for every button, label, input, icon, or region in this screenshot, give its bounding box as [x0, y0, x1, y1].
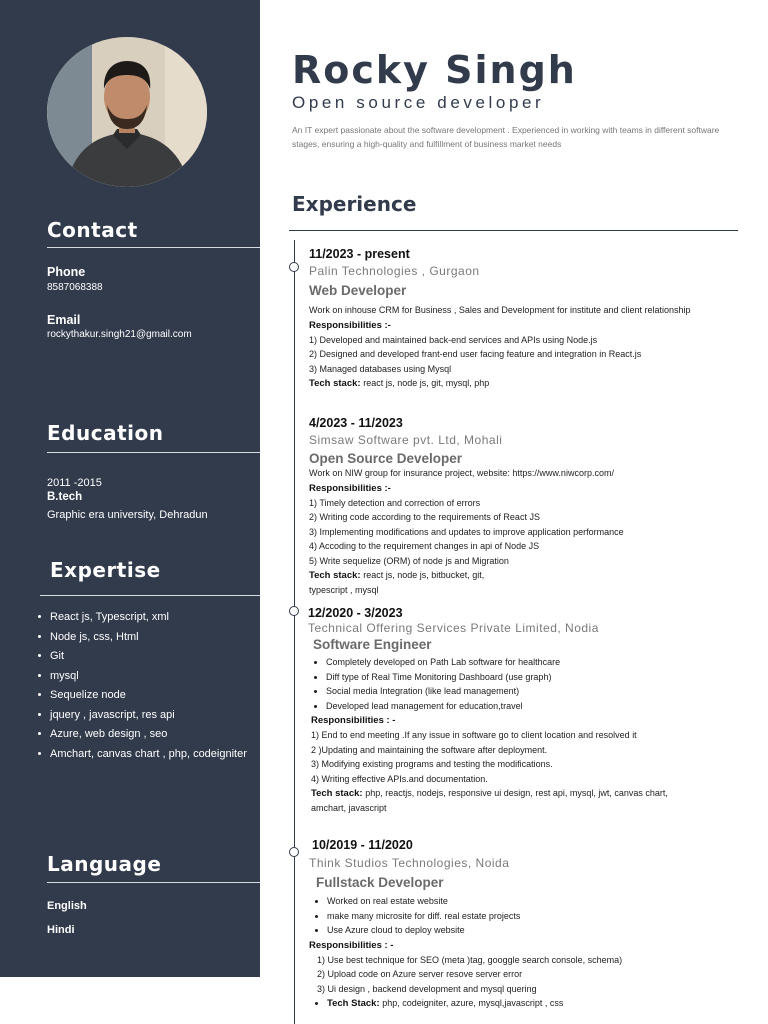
responsibility-item: 2) Designed and developed frant-end user facing feature and integration in React.js: [309, 349, 642, 359]
experience-divider: [289, 230, 738, 231]
expertise-item-text: Node js, css, Html: [50, 630, 139, 643]
job-bullet-text: Worked on real estate website: [327, 896, 448, 906]
tech-stack: [308, 786, 758, 801]
contact-heading: Contact: [47, 218, 138, 242]
bullet-icon: [38, 752, 41, 755]
expertise-item-text: Git: [50, 650, 65, 662]
expertise-item-text: React js, Typescript, xml: [50, 611, 169, 623]
responsibility-item: 2) Writing code according to the requirements of React JS: [309, 512, 540, 522]
responsibility-item: 2 )Updating and maintaining the software after deployment.: [311, 744, 548, 755]
candidate-role: Open source developer: [292, 93, 545, 112]
responsibilities-label: Responsibilities :-: [309, 319, 391, 331]
job-company: Palin Technologies , Gurgaon: [309, 264, 480, 278]
responsibility-item: 1) Use best technique for SEO (meta )tag, googgle search console, schema): [317, 954, 623, 965]
job-bullet-text: Diff type of Real Time Monitoring Dashboard (use graph): [326, 671, 552, 682]
experience-heading: Experience: [292, 192, 417, 216]
tech-stack: [309, 376, 759, 391]
expertise-heading: Expertise: [50, 558, 161, 582]
expertise-item: [38, 726, 260, 746]
responsibility-item: 3) Managed databases using Mysql: [309, 363, 452, 374]
bullet-icon: [38, 635, 41, 638]
responsibility-item: 5) Write sequelize (ORM) of node js and Migration: [309, 555, 509, 566]
job-company: Technical Offering Services Private Limited, Nodia: [308, 621, 599, 635]
education-divider: [47, 452, 260, 453]
expertise-item-text: jquery , javascript, res api: [50, 708, 175, 721]
bullet-icon: [314, 676, 317, 679]
job-bullet-text: Use Azure cloud to deploy website: [327, 925, 465, 936]
bullet-icon: [315, 929, 318, 932]
expertise-item-text: Sequelize node: [50, 689, 126, 701]
responsibility-item: 1) Developed and maintained back-end services and APIs using Node.js: [309, 334, 598, 345]
candidate-name: Rocky Singh: [292, 48, 577, 92]
email-label: Email: [47, 313, 81, 327]
expertise-item: [38, 609, 260, 629]
bullet-icon: [314, 661, 317, 664]
expertise-item: [38, 668, 260, 688]
job-bullet: [309, 894, 759, 909]
responsibilities-label: Responsibilities :-: [309, 482, 391, 494]
tech-stack: [309, 996, 759, 1011]
responsibility-item: 3) Implementing modifications and updates to improve application performance: [309, 526, 624, 537]
expertise-item: [38, 687, 260, 707]
bullet-icon: [38, 674, 41, 677]
phone-label: Phone: [47, 265, 86, 279]
responsibility-item: 4) Accoding to the requirement changes in api of Node JS: [309, 541, 540, 551]
job-bullet-text: make many microsite for diff. real estate projects: [327, 910, 521, 921]
job-company: Think Studios Technologies, Noida: [309, 856, 510, 870]
tech-stack: [309, 568, 759, 583]
job-entry: [309, 838, 759, 1011]
education-school: Graphic era university, Dehradun: [47, 509, 208, 521]
expertise-item: [38, 746, 260, 766]
responsibility-item: 3) Modifying existing programs and testing the modifications.: [311, 759, 553, 770]
phone-value: 8587068388: [47, 282, 103, 293]
responsibility-item: 4) Writing effective APIs.and documentation.: [311, 773, 488, 784]
bullet-icon: [38, 693, 41, 696]
job-intro: Work on inhouse CRM for Business , Sales and Development for institute and client relationship: [309, 305, 691, 315]
bullet-icon: [38, 654, 41, 657]
bullet-icon: [315, 900, 318, 903]
expertise-item-text: mysql: [50, 669, 79, 682]
tech-stack-value: php, codeigniter, azure, mysql,javascript , css: [382, 998, 564, 1009]
responsibility-item: 2) Upload code on Azure server resove server error: [317, 969, 523, 980]
education-degree: B.tech: [47, 491, 83, 503]
contact-divider: [47, 247, 260, 248]
job-date: 12/2020 - 3/2023: [308, 606, 403, 620]
education-years: 2011 -2015: [47, 477, 102, 489]
timeline-node: [289, 262, 299, 272]
responsibility-item: 3) Ui design , backend development and mysql quering: [317, 983, 537, 994]
sidebar: [0, 0, 260, 977]
job-bullet: [308, 684, 758, 699]
tech-stack-value: react js, node js, git, mysql, php: [363, 378, 490, 388]
tech-stack-value: php, reactjs, nodejs, responsive ui design, rest api, mysql, jwt, canvas chart,: [365, 788, 668, 799]
responsibility-item: 1) Timely detection and correction of errors: [309, 497, 481, 508]
job-bullet: [309, 909, 759, 924]
expertise-item: [38, 648, 260, 668]
job-bullet-text: Developed lead management for education,travel: [326, 700, 523, 711]
language-item: Hindi: [47, 924, 75, 936]
expertise-item: [38, 707, 260, 727]
profile-photo: [47, 37, 207, 187]
tech-stack-label: Tech Stack:: [327, 998, 380, 1010]
expertise-divider: [40, 595, 260, 596]
tech-stack-continued: amchart, javascript: [311, 803, 387, 814]
bullet-icon: [315, 1002, 318, 1005]
expertise-list: [38, 609, 260, 765]
expertise-item-text: Azure, web design , seo: [50, 728, 168, 740]
timeline-node: [289, 606, 299, 616]
education-heading: Education: [47, 421, 164, 445]
responsibility-item: 1) End to end meeting .If any issue in software go to client location and resolved it: [311, 730, 637, 741]
email-value: rockythakur.singh21@gmail.com: [47, 329, 192, 340]
tech-stack-continued: typescript , mysql: [309, 585, 379, 595]
language-item: English: [47, 900, 87, 912]
job-bullet: [308, 699, 758, 714]
job-intro: Work on NIW group for insurance project, website: https://www.niwcorp.com/: [309, 468, 614, 478]
job-entry: [308, 606, 758, 816]
job-entry: [309, 247, 759, 391]
job-title: Open Source Developer: [309, 451, 463, 466]
timeline-node: [289, 847, 299, 857]
language-divider: [47, 882, 260, 883]
responsibilities-label: Responsibilities : -: [311, 715, 396, 727]
tech-stack-label: Tech stack:: [309, 570, 361, 581]
language-heading: Language: [47, 852, 162, 876]
job-bullet-text: Completely developed on Path Lab software for healthcare: [326, 657, 561, 667]
bullet-icon: [314, 690, 317, 693]
job-title: Fullstack Developer: [316, 875, 444, 890]
bullet-icon: [315, 915, 318, 918]
expertise-item: [38, 629, 260, 649]
tech-stack-label: Tech stack:: [311, 788, 363, 800]
job-date: 11/2023 - present: [309, 247, 410, 261]
job-company: Simsaw Software pvt. Ltd, Mohali: [309, 433, 503, 447]
job-entry: [309, 416, 759, 598]
job-date: 10/2019 - 11/2020: [312, 838, 413, 852]
timeline-line: [294, 240, 295, 1024]
job-title: Software Engineer: [313, 637, 432, 652]
bullet-icon: [314, 705, 317, 708]
job-bullet-text: Social media Integration (like lead management): [326, 686, 520, 697]
bullet-icon: [38, 732, 41, 735]
expertise-item-text: Amchart, canvas chart , php, codeigniter: [50, 747, 247, 760]
job-bullet: [308, 655, 758, 670]
responsibilities-label: Responsibilities : -: [309, 939, 394, 951]
tech-stack-value: react js, node js, bitbucket, git,: [363, 570, 485, 580]
job-bullet: [308, 670, 758, 685]
profile-summary: An IT expert passionate about the software development . Experienced in working with teams in different software stages, ensuring a high-quality and fulfillment of business market needs: [292, 125, 720, 149]
job-date: 4/2023 - 11/2023: [309, 416, 403, 430]
bullet-icon: [38, 615, 41, 618]
bullet-icon: [38, 713, 41, 716]
job-bullet: [309, 923, 759, 938]
tech-stack-label: Tech stack:: [309, 378, 361, 389]
profile-photo-image: [47, 37, 207, 187]
job-title: Web Developer: [309, 283, 407, 298]
